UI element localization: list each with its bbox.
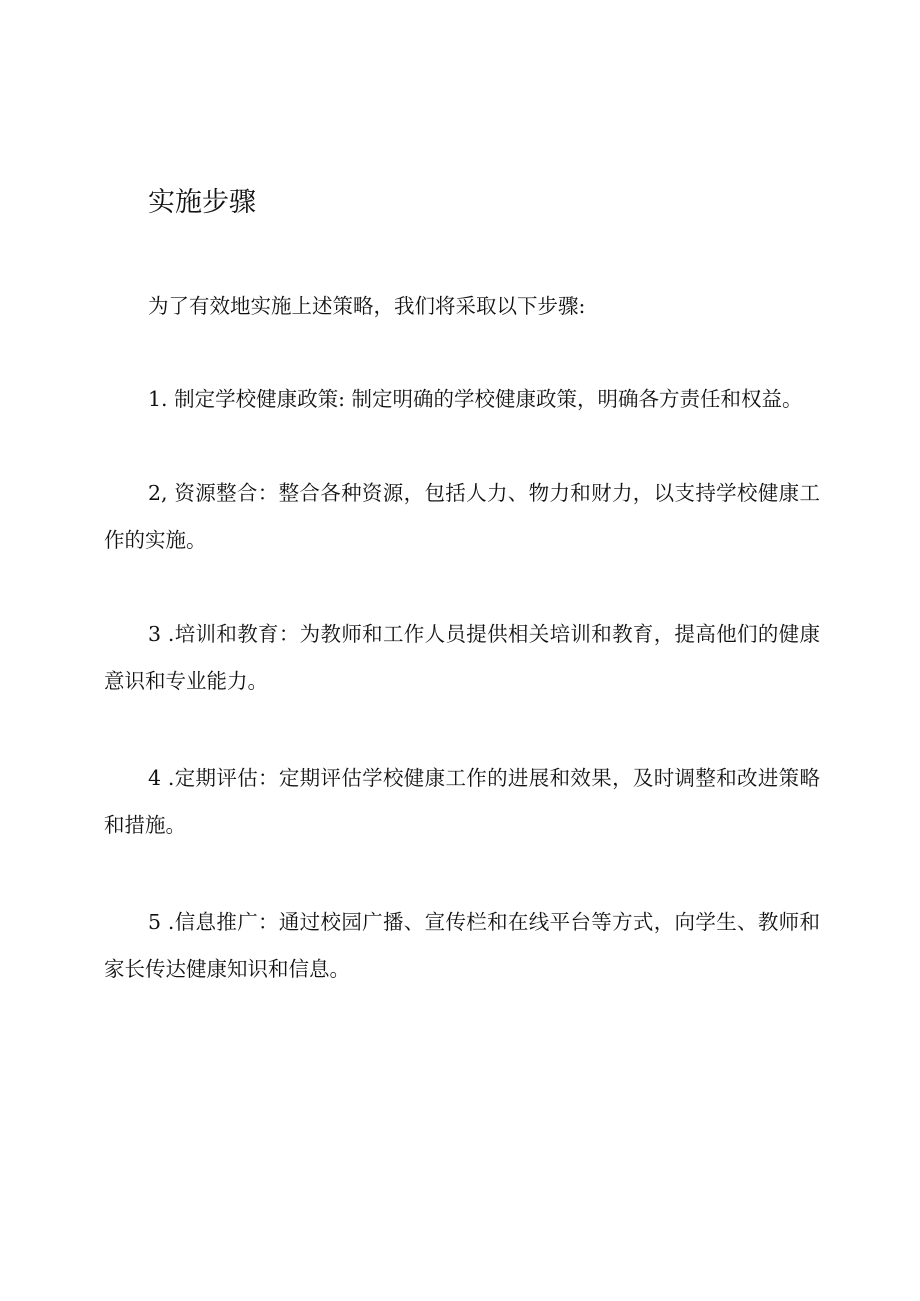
step-5-paragraph: 5 .信息推广：通过校园广播、宣传栏和在线平台等方式，向学生、教师和家长传达健康知识和信息。 [104,910,820,981]
step-4-paragraph: 4 .定期评估：定期评估学校健康工作的进展和效果，及时调整和改进策略和措施。 [104,766,820,837]
step-2-paragraph: 2, 资源整合：整合各种资源，包括人力、物力和财力，以支持学校健康工作的实施。 [104,481,820,552]
intro-paragraph: 为了有效地实施上述策略，我们将采取以下步骤: [148,294,586,318]
section-heading: 实施步骤 [148,187,256,218]
step-1-paragraph: 1. 制定学校健康政策: 制定明确的学校健康政策，明确各方责任和权益。 [148,387,803,411]
step-3-paragraph: 3 .培训和教育：为教师和工作人员提供相关培训和教育，提高他们的健康意识和专业能力。 [104,622,820,693]
